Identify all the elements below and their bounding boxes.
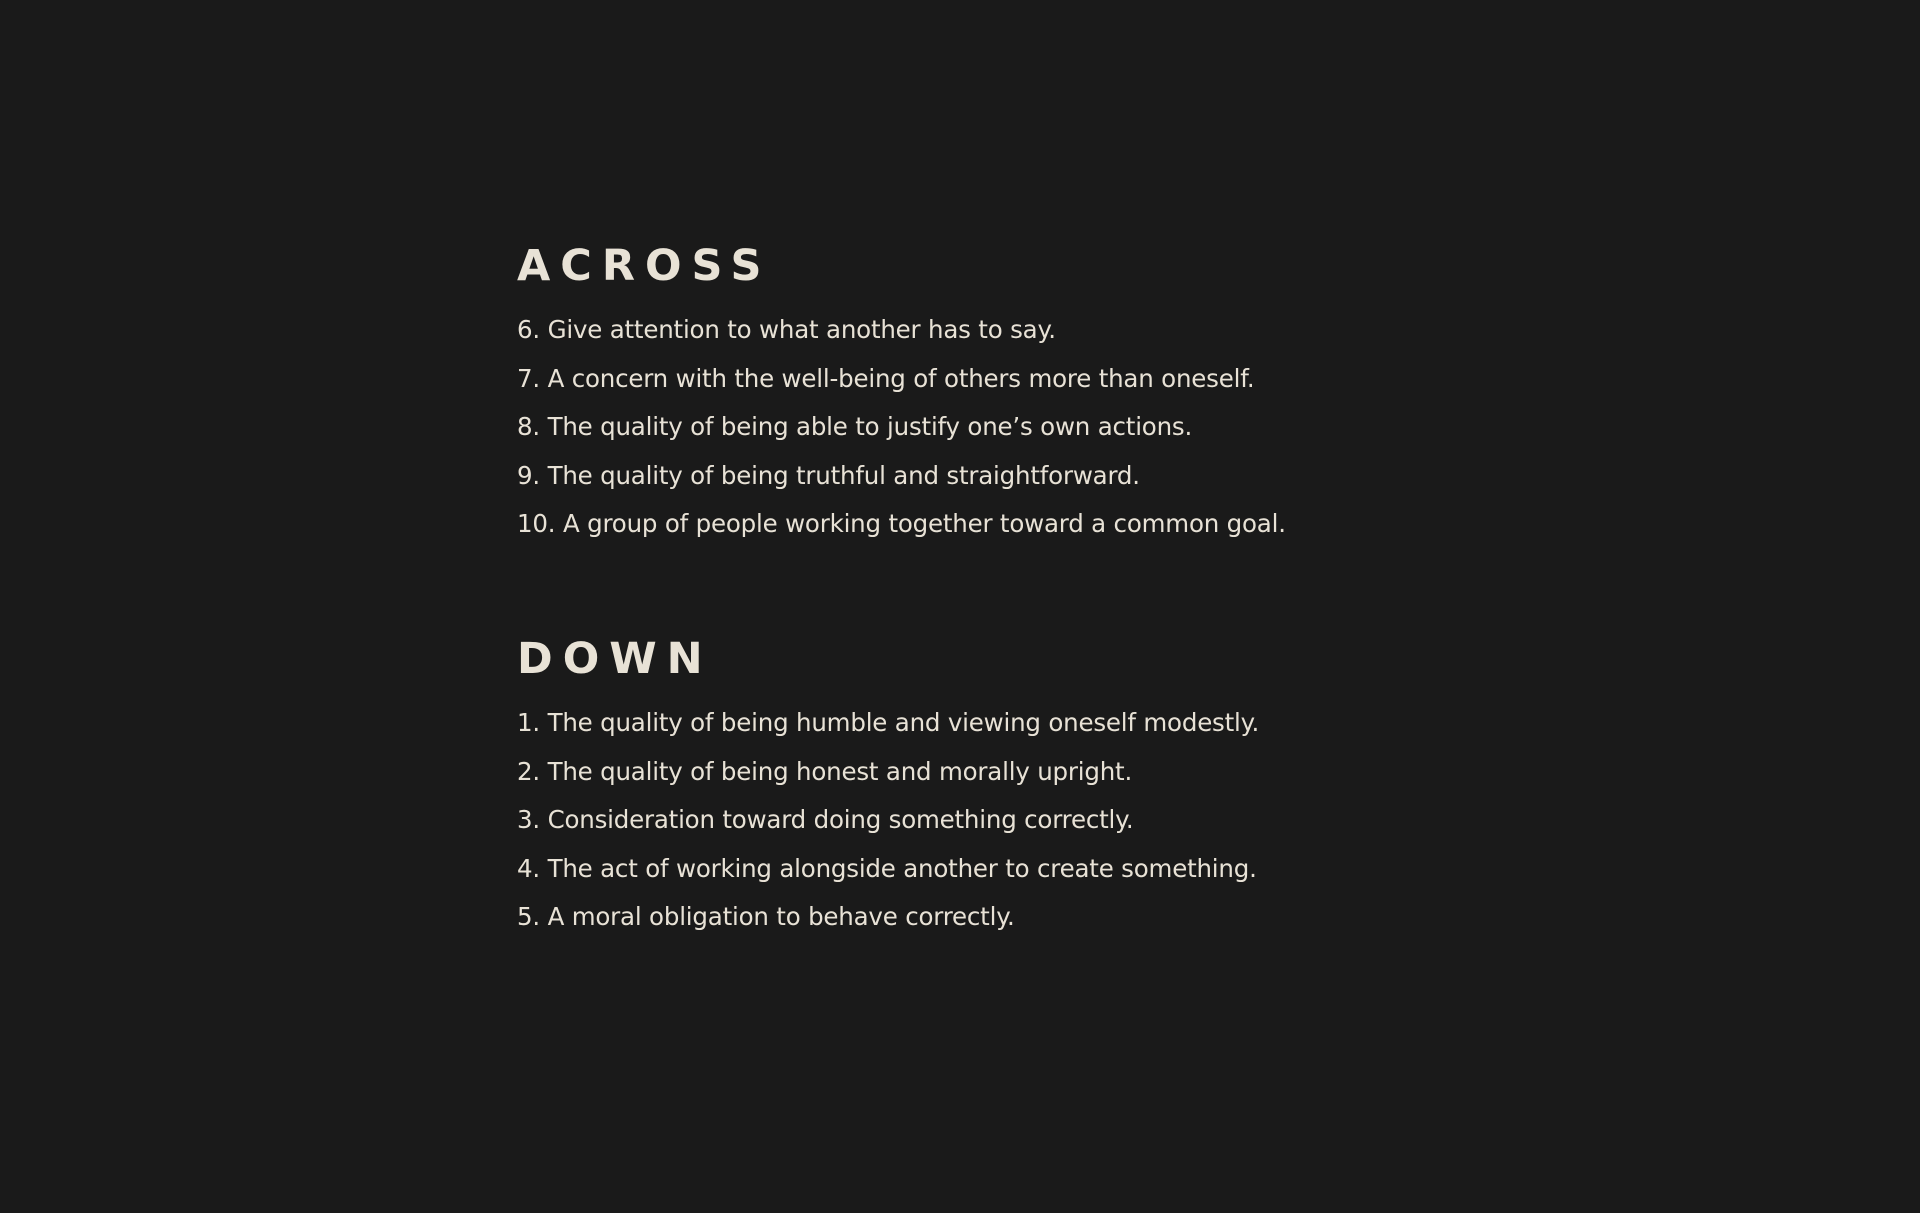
down-section bbox=[517, 629, 1517, 942]
down-heading: DOWN bbox=[517, 633, 713, 684]
across-clue-9: 9. The quality of being truthful and straightforward. bbox=[517, 460, 1140, 490]
across-clue-10: 10. A group of people working together toward a common goal. bbox=[517, 509, 1286, 539]
down-clue-1: 1. The quality of being humble and viewing oneself modestly. bbox=[517, 707, 1260, 737]
down-clue-list bbox=[517, 699, 1517, 942]
down-clue-5: 5. A moral obligation to behave correctly. bbox=[517, 902, 1015, 932]
across-clue-7: 7. A concern with the well-being of others more than oneself. bbox=[517, 363, 1255, 393]
across-clue-list bbox=[517, 306, 1517, 549]
across-clue-6: 6. Give attention to what another has to say. bbox=[517, 315, 1056, 344]
across-clue-8: 8. The quality of being able to justify one’s own actions. bbox=[517, 412, 1193, 442]
down-clue-2: 2. The quality of being honest and morally upright. bbox=[517, 756, 1133, 786]
across-section bbox=[517, 236, 1517, 549]
across-heading: ACROSS bbox=[517, 241, 772, 291]
down-clue-4: 4. The act of working alongside another to create something. bbox=[517, 853, 1257, 883]
crossword-clues bbox=[517, 236, 1517, 942]
down-clue-3: 3. Consideration toward doing something correctly. bbox=[517, 805, 1134, 835]
